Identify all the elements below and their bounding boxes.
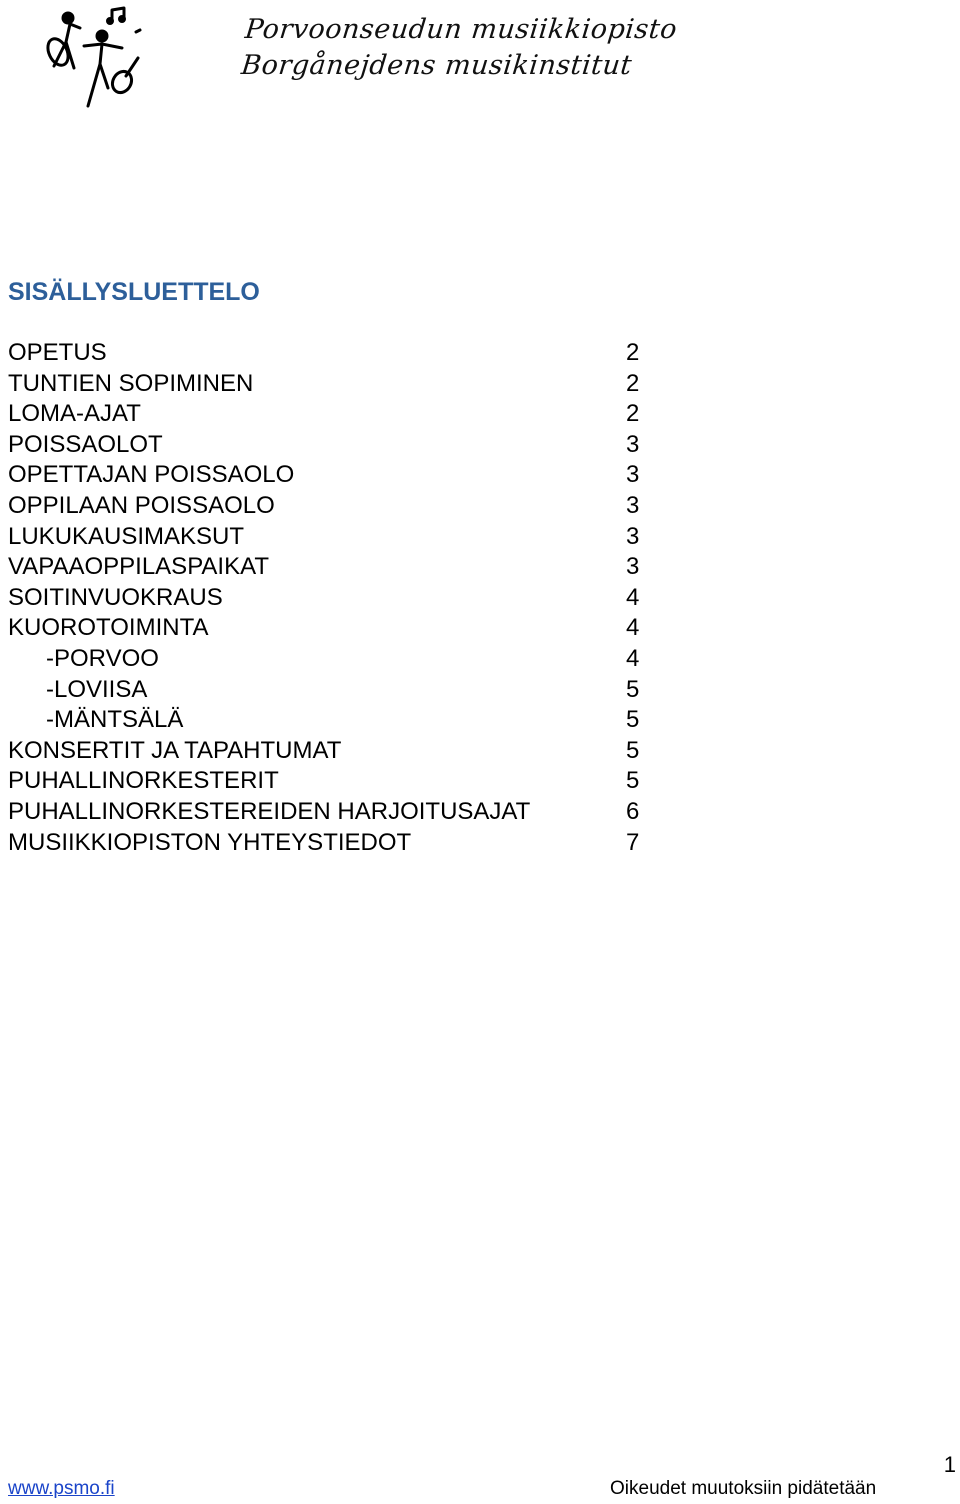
toc-title: SISÄLLYSLUETTELO	[8, 278, 260, 306]
page-number: 1	[943, 1452, 956, 1477]
toc-entry-page: 3	[626, 553, 640, 581]
toc-entry-page: 5	[626, 767, 640, 795]
toc-entry-label: LOMA-AJAT	[8, 400, 141, 428]
toc-entry	[8, 430, 648, 461]
toc-entry	[8, 491, 648, 522]
toc-entry-label: OPPILAAN POISSAOLO	[8, 491, 275, 519]
toc-entry-page: 5	[626, 675, 640, 703]
toc-entry-page: 5	[626, 736, 640, 764]
toc-entry	[8, 736, 648, 767]
toc-entry-page: 2	[626, 339, 640, 366]
toc-entry-label: PUHALLINORKESTERIT	[8, 767, 279, 795]
toc-entry-label: -PORVOO	[46, 644, 159, 672]
logo-icon	[40, 6, 150, 110]
toc-entry	[8, 338, 648, 369]
toc-entry-label: PUHALLINORKESTEREIDEN HARJOITUSAJAT	[8, 797, 531, 825]
toc-entry	[8, 399, 648, 430]
toc-entry	[8, 828, 648, 859]
toc-entry-page: 2	[626, 400, 640, 428]
toc-entry-label: -MÄNTSÄLÄ	[46, 706, 184, 734]
toc-entry-label: KONSERTIT JA TAPAHTUMAT	[8, 736, 342, 764]
toc-entry	[8, 705, 648, 736]
toc-entry-label: OPETUS	[8, 339, 107, 366]
musicians-logo-icon	[40, 6, 150, 110]
toc-entry-page: 7	[626, 828, 640, 856]
toc-entry	[8, 675, 648, 706]
toc-entry-page: 3	[626, 522, 640, 550]
toc-entry-label: LUKUKAUSIMAKSUT	[8, 522, 245, 550]
toc-entry	[8, 766, 648, 797]
toc-entry	[8, 583, 648, 614]
toc-entry	[8, 369, 648, 400]
toc-entry	[8, 552, 648, 583]
toc-entry-label: -LOVIISA	[46, 675, 148, 703]
toc-entry-label: OPETTAJAN POISSAOLO	[8, 461, 295, 489]
toc-entry	[8, 522, 648, 553]
footer-notice: Oikeudet muutoksiin pidätetään	[610, 1478, 877, 1499]
toc-entry	[8, 613, 648, 644]
toc-entry-label: POISSAOLOT	[8, 430, 163, 458]
toc-entry-label: VAPAAOPPILASPAIKAT	[8, 553, 269, 581]
toc-entry-page: 4	[626, 614, 640, 642]
toc-entry-page: 3	[626, 491, 640, 519]
toc-entry-page: 2	[626, 369, 640, 397]
toc-entry	[8, 644, 648, 675]
toc-entry-label: MUSIIKKIOPISTON YHTEYSTIEDOT	[8, 828, 412, 856]
toc-entry-label: KUOROTOIMINTA	[8, 614, 209, 642]
toc-entry-page: 3	[626, 430, 640, 458]
toc-entry-page: 3	[626, 461, 640, 489]
toc-entry-label: TUNTIEN SOPIMINEN	[8, 369, 254, 397]
toc-entry-label: SOITINVUOKRAUS	[8, 583, 223, 611]
toc-entry-page: 4	[626, 583, 640, 611]
table-of-contents	[8, 338, 648, 858]
logo-script	[239, 12, 677, 88]
toc-entry-page: 4	[626, 644, 640, 672]
logo-script-line-2: Borgånejdens musikinstitut	[239, 50, 634, 81]
toc-entry	[8, 797, 648, 828]
toc-entry	[8, 460, 648, 491]
website-link[interactable]: www.psmo.fi	[8, 1478, 115, 1499]
toc-entry-page: 5	[626, 706, 640, 734]
toc-entry-page: 6	[626, 797, 640, 825]
logo-script-line-1: Porvoonseudun musiikkiopisto	[243, 14, 679, 45]
